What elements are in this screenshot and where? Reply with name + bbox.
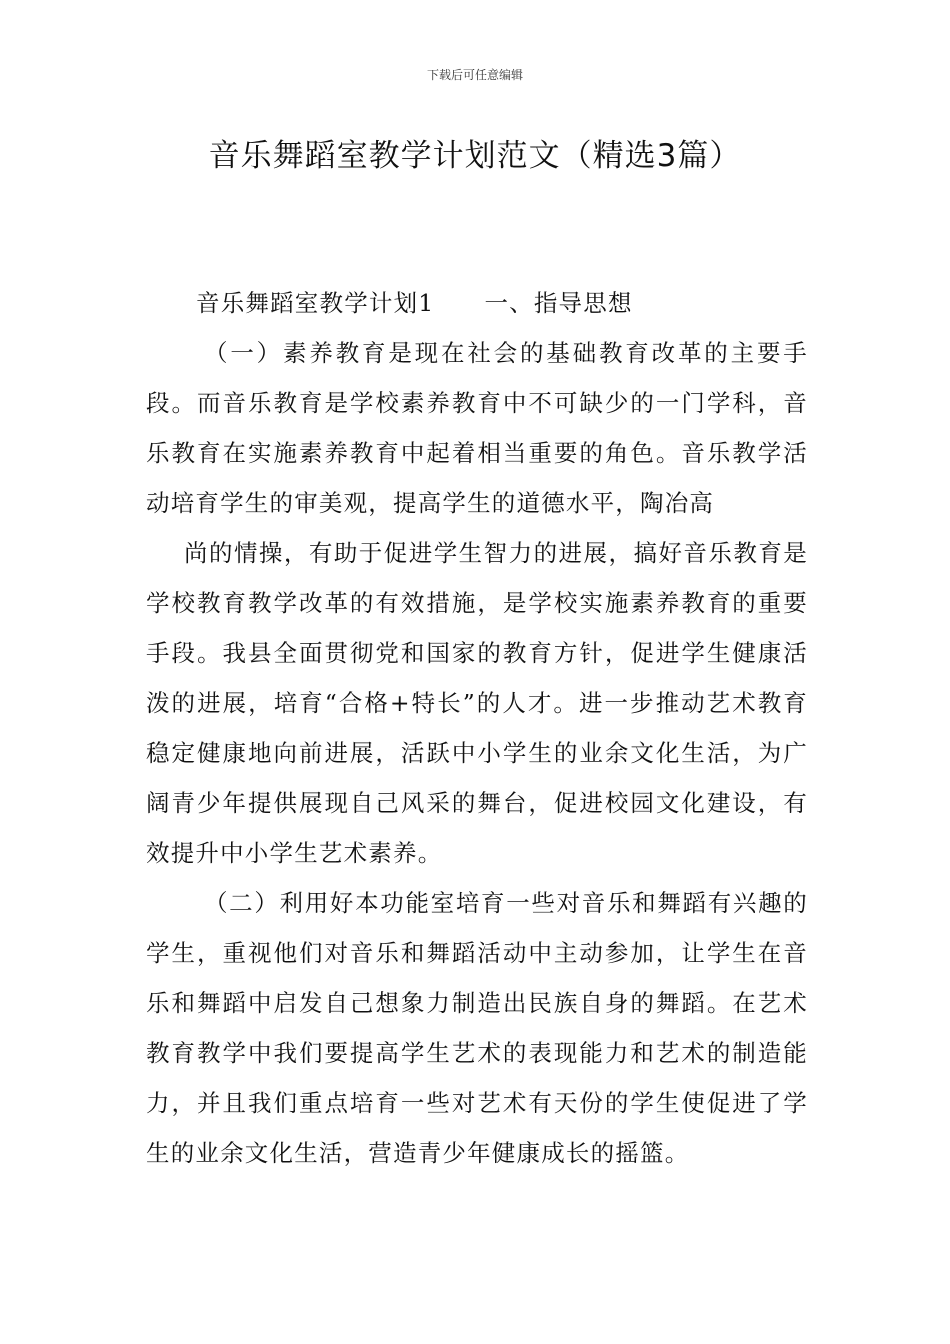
section-heading: 一、指导思想 <box>484 289 633 317</box>
document-body <box>146 278 808 1178</box>
header-note: 下载后可任意编辑 <box>426 68 523 82</box>
section-heading-line <box>146 278 808 328</box>
paragraph-3: （二）利用好本功能室培育一些对音乐和舞蹈有兴趣的学生，重视他们对音乐和舞蹈活动中主动参加，让学生在音乐和舞蹈中启发自己想象力制造出民族自身的舞蹈。在艺术教育教学中我们要提高学生艺术的表现能力和艺术的制造能力，并且我们重点培育一些对艺术有天份的学生使促进了学生的业余文化生活，营造青少年健康成长的摇篮。 <box>146 889 808 1167</box>
plan-label: 音乐舞蹈室教学计划1 <box>196 289 435 317</box>
document-title: 音乐舞蹈室教学计划范文（精选3篇） <box>208 138 742 174</box>
paragraph-2: 尚的情操，有助于促进学生智力的进展，搞好音乐教育是学校教育教学改革的有效措施，是学校实施素养教育的重要手段。我县全面贯彻党和国家的教育方针，促进学生健康活泼的进展，培育“合格+特长”的人才。进一步推动艺术教育稳定健康地向前进展，活跃中小学生的业余文化生活，为广阔青少年提供展现自己风采的舞台，促进校园文化建设，有效提升中小学生艺术素养。 <box>146 539 808 867</box>
paragraph-1: （一）素养教育是现在社会的基础教育改革的主要手段。而音乐教育是学校素养教育中不可缺少的一门学科，音乐教育在实施素养教育中起着相当重要的角色。音乐教学活动培育学生的审美观，提高学生的道德水平，陶冶高 <box>146 339 808 517</box>
